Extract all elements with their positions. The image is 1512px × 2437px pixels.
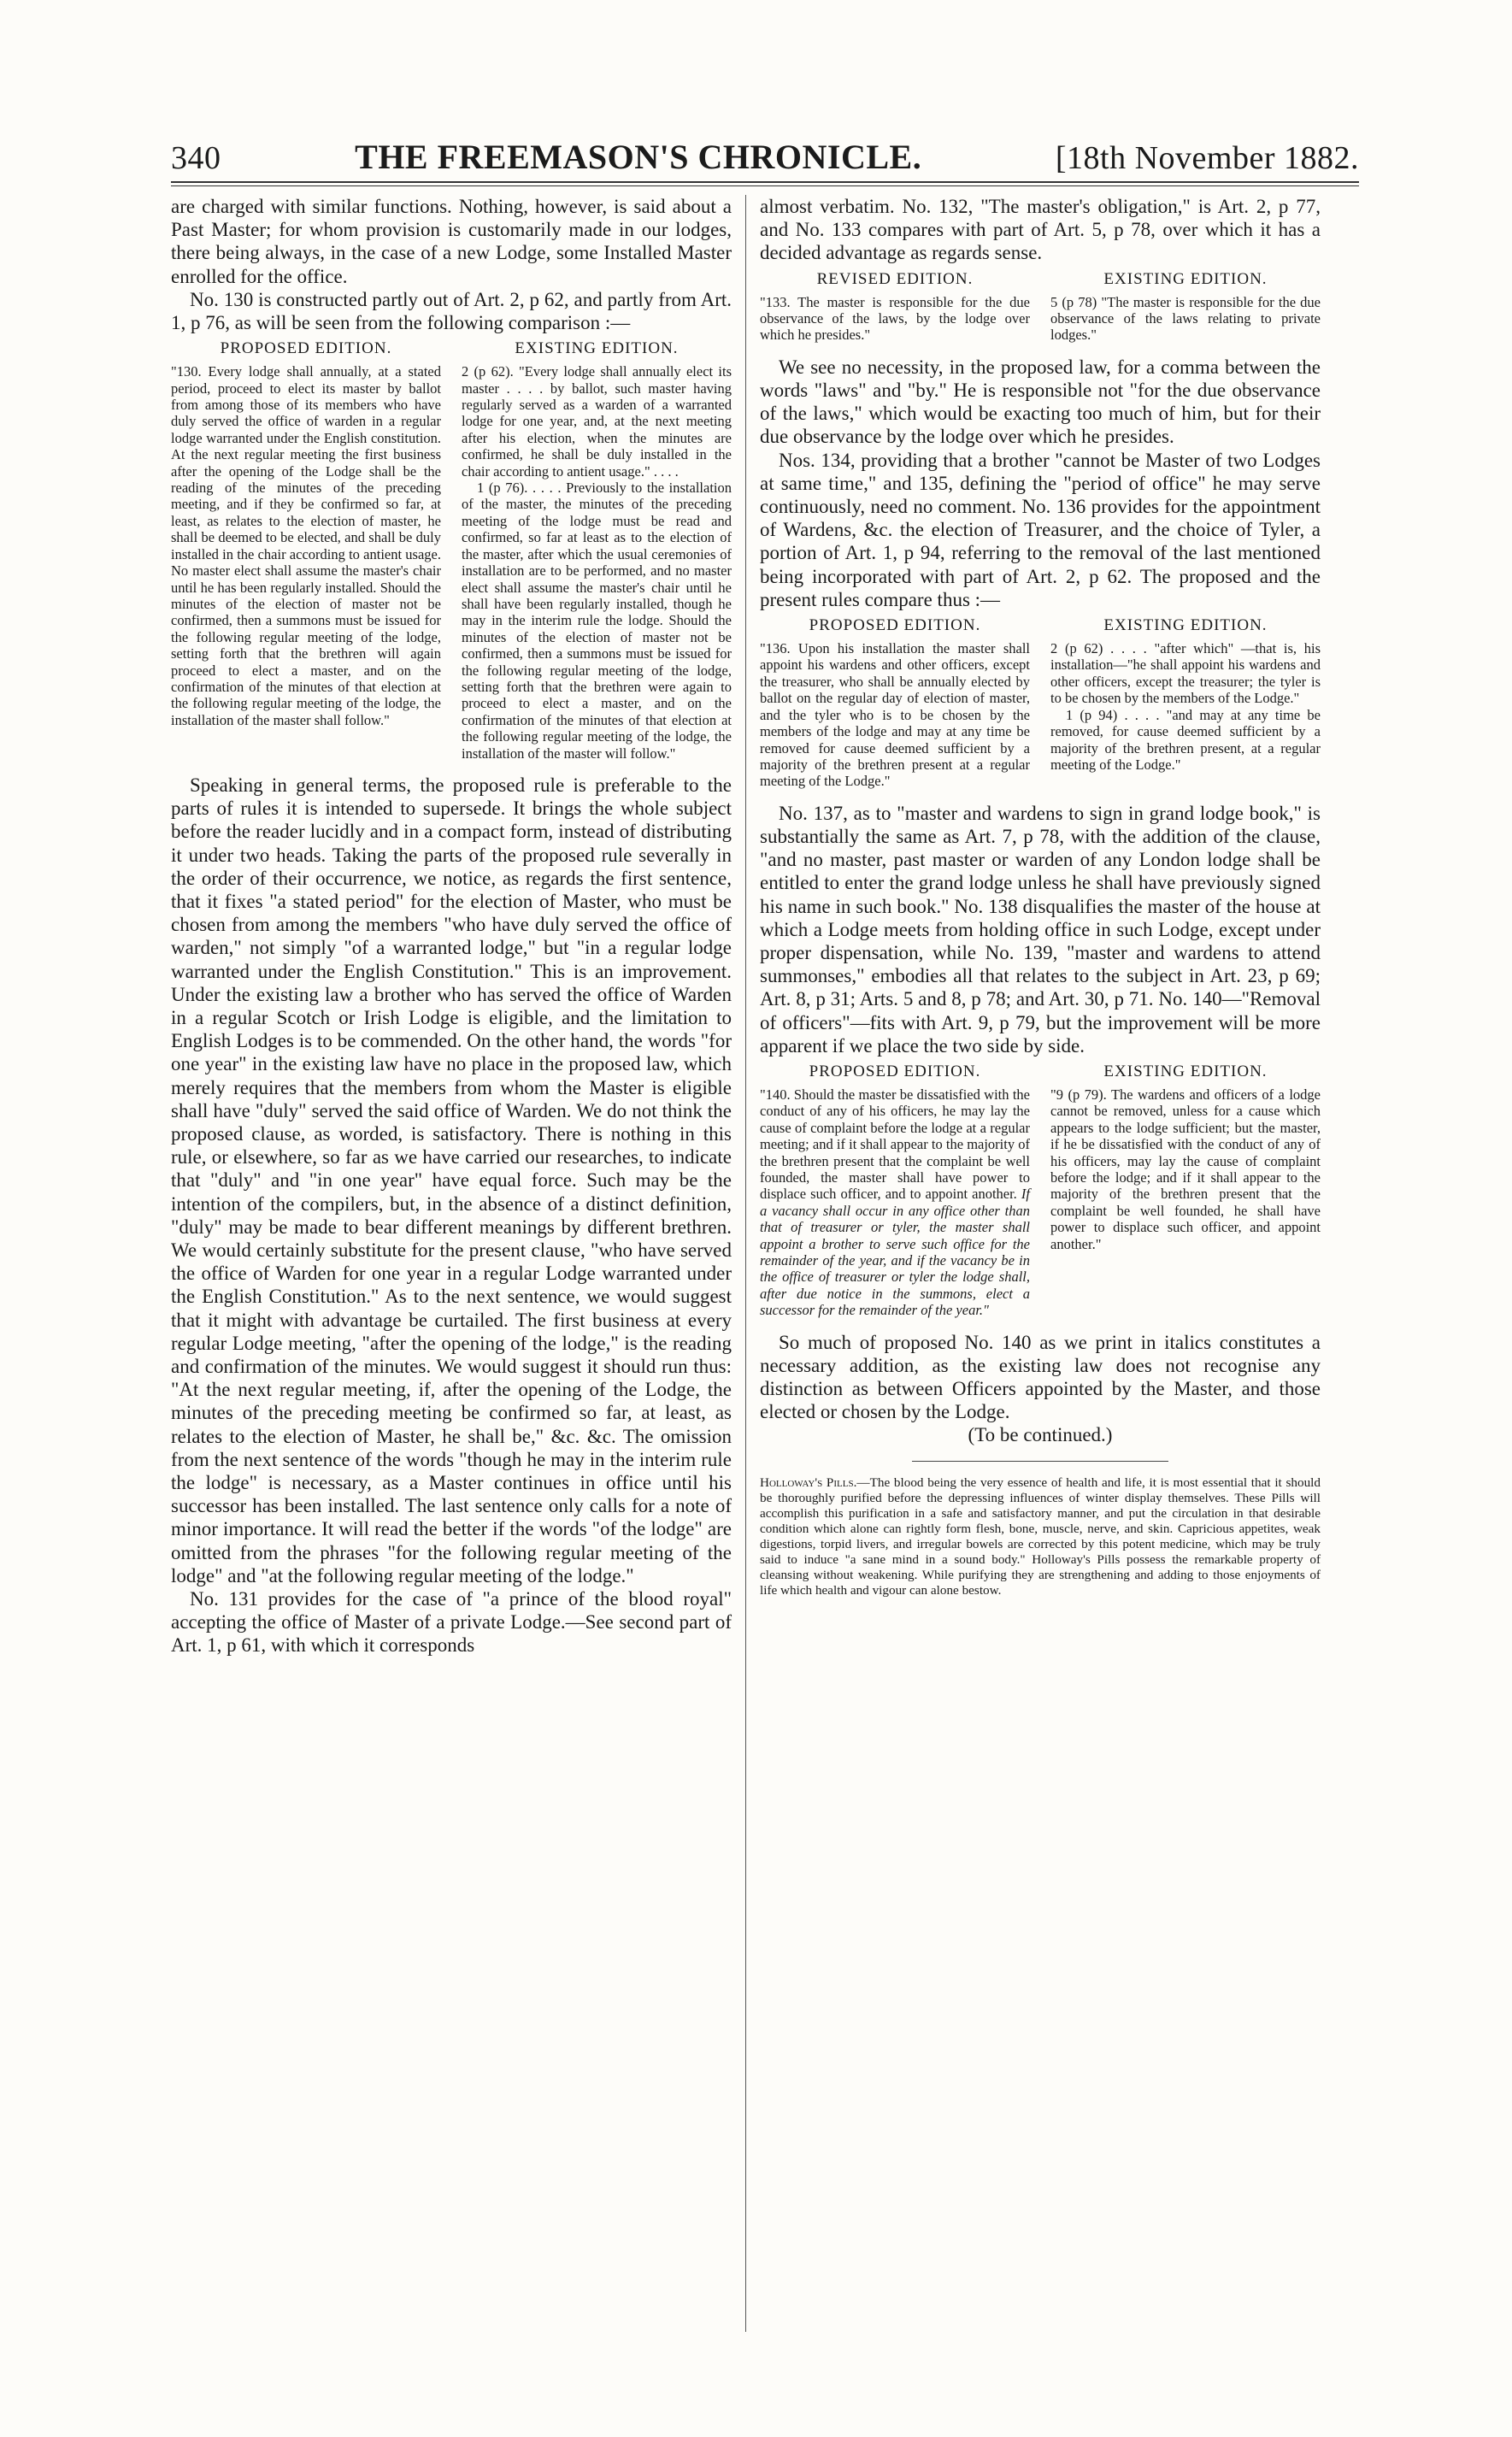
advertisement-body: —The blood being the very essence of health and life, it is most essential that it should be thoroughly purified before the depressing influences of winter display themselves. These Pills will accomplish this purification in a safe and satisfactory manner, and put the circulation in that desirable condition which alone can rightly form flesh, bone, muscle, nerve, and skin. Capricious appetites, weak digestions, torpid livers, and irregular bowels are corrected by this potent medicine, which may be truly said to induce "a sane mind in a sound body." Holloway's Pills possess the remarkable property of cleansing without weakening. While purifying they are strengthening and adding to those enjoyments of life which health and vigour can alone bestow. — [760, 1475, 1321, 1598]
rule-text: "133. The master is responsible for the due observance of the laws, by the lodge over which he presides." — [760, 293, 1030, 344]
rule-text: "130. Every lodge shall annually, at a stated period, proceed to elect its master by ballot from among those of its members who have duly served the office of warden in a regular lodge warranted under the English constitution. At the next regular meeting the first business after the opening of the Lodge shall be the reading of the minutes of the preceding meeting, and if they be confirmed so far, at least, as relates to the election of master, he shall be deemed to be elected, and shall be duly installed in the chair according to antient usage. No master elect shall assume the master's chair until he has been regularly installed. Should the minutes of the election of master not be confirmed, then a summons must be issued for the following regular meeting of the lodge, setting forth that the brethren will again proceed to elect a master, and on the confirmation of the minutes of that election at the following regular meeting of the lodge, the installation of the master shall follow." — [171, 363, 441, 728]
comparison-heading: EXISTING EDITION. — [1103, 1062, 1268, 1080]
paragraph: Speaking in general terms, the proposed rule is preferable to the parts of rules it is intended to supersede. It brings the whole subject before the reader lucidly and in a compact form, instead of distributing it under two heads. Taking the parts of the proposed rule severally in the order of their occurrence, we notice, as regards the first sentence, that it fixes "a stated period" for the election of Master, who must be chosen from among the members "who have duly served the office of warden," not simply "of a warranted lodge," but "in a regular lodge warranted under the English Constitution." This is an improvement. Under the existing law a brother who has served the office of Warden in a regular Scotch or Irish Lodge is eligible, and the limitation to English Lodges is to be commended. On the other hand, the words "for one year" in the existing law have no place in the proposed law, which merely requires that the members from whom the Master is eligible shall have "duly" served the said office of Warden. We do not think the proposed clause, as worded, is satisfactory. There is nothing in this rule, or elsewhere, so far as we have carried our researches, to indicate that "duly" and "in one year" have equal force. Such may be the intention of the compilers, but, in the absence of a distinct definition, "duly" may be made to bear different meanings by different brethren. We would certainly substitute for the present clause, "who have served the office of Warden for one year in a regular Lodge warranted under the English Constitution." As to the next sentence, we would suggest that it might with advantage be curtailed. The first business at every regular Lodge meeting, "after the opening of the lodge," is the reading and confirmation of the minutes. We would suggest it should run thus: "At the next regular meeting, if, after the opening of the Lodge, the minutes of the preceding meeting be confirmed so far, at least, as relates to the election of Master, he shall be," &c. &c. The omission from the next sentence of the words "though he may in the interim rule the lodge" is necessary, as a Master continues in office until his successor has been installed. The last sentence only calls for a note of minor importance. It will read the better if the words "of the lodge" are omitted from the phrases "for the following regular meeting of the lodge" and "at the following regular meeting of the lodge." — [171, 774, 732, 1586]
rule-text: 1 (p 76). . . . . Previously to the installation of the master, the minutes of the preceding meeting of the lodge must be read and confirmed, so far at least as to the election of the master, after which the usual ceremonies of installation are to be performed, and no master elect shall assume the master's chair until he shall have been regularly installed, though he may in the interim rule the lodge. Should the minutes of the election of master not be confirmed, then a summons must be issued for the following regular meeting of the lodge, setting forth that the brethren were again to proceed to elect a master, and on the confirmation of the minutes of that election at the following regular meeting of the lodge, the installation of the master will follow." — [462, 480, 732, 762]
paragraph: No. 137, as to "master and wardens to sign in grand lodge book," is substantially the same as Art. 7, p 78, with the addition of the clause, "and no master, past master or warden of any London lodge shall be entitled to enter the grand lodge unless he shall have previously signed his name in such book." No. 138 disqualifies the master of the house at which a Lodge meets from holding office in such Lodge, except under proper dispensation, while No. 139, "master and wardens to attend summonses," embodies all that relates to the subject in Art. 23, p 69; Art. 8, p 31; Arts. 5 and 8, p 78; and Art. 30, p 71. No. 140—"Removal of officers"—fits with Art. 9, p 79, but the improvement will be more apparent if we place the two side by side. — [760, 802, 1321, 1057]
column-divider — [745, 195, 746, 2332]
comparison-140 — [760, 1063, 1321, 1319]
comparison-heading: REVISED EDITION. — [816, 269, 974, 288]
publication-title: THE FREEMASON'S CHRONICLE. — [355, 138, 922, 176]
paragraph: almost verbatim. No. 132, "The master's obligation," is Art. 2, p 77, and No. 133 compares with part of Art. 5, p 78, over which it has a decided advantage as regards sense. — [760, 196, 1321, 264]
comparison-existing — [462, 339, 732, 762]
paragraph: We see no necessity, in the proposed law, for a comma between the words "laws" and "by." He is responsible not "for the due observance of the laws," which would be exacting too much of him, but for their due observance by the lodge over which he presides. — [760, 356, 1321, 448]
advertisement-lead: Holloway's Pills. — [760, 1475, 857, 1490]
rule-text: "9 (p 79). The wardens and officers of a lodge cannot be removed, unless for a cause which appears to the lodge sufficient; but the master, if he be dissatisfied with the conduct of any of his officers, may lay the cause of complaint before the lodge; and if it shall appear to the majority of the brethren present that the complaint be well founded, he shall have power to displace such officer, and appoint another." — [1050, 1086, 1321, 1252]
rule-text — [760, 1086, 1030, 1319]
comparison-heading: PROPOSED EDITION. — [220, 339, 392, 358]
header-rule — [171, 181, 1359, 183]
left-column — [171, 195, 732, 1657]
page-header — [171, 137, 1359, 178]
issue-date: [18th November 1882. — [1055, 140, 1359, 176]
comparison-revised — [760, 270, 1030, 344]
comparison-existing — [1050, 1063, 1321, 1319]
paragraph: So much of proposed No. 140 as we print in italics constitutes a necessary addition, as the existing law does not recognise any distinction as between Officers appointed by the Master, and those elected or chosen by the Lodge. — [760, 1331, 1321, 1423]
comparison-heading: EXISTING EDITION. — [1103, 616, 1268, 635]
rule-text-plain: "140. Should the master be dissatisfied with the conduct of any of his officers, he may lay the cause of complaint before the lodge at a regular meeting; and if it shall appear to the majority of the brethren present that the complaint be well founded, the master shall have power to displace such officer, and to appoint another. — [760, 1086, 1030, 1203]
comparison-heading: EXISTING EDITION. — [1103, 269, 1268, 288]
comparison-proposed — [760, 616, 1030, 790]
header-rule-thin — [171, 185, 1359, 186]
comparison-130 — [171, 339, 732, 762]
comparison-heading: PROPOSED EDITION. — [809, 1062, 981, 1080]
right-column — [760, 195, 1321, 1598]
rule-text-italic: If a vacancy shall occur in any office other than that of treasurer or tyler, the master shall appoint a brother to serve such office for the remainder of the year, and if the vacancy be in the office of treasurer or tyler the lodge shall, after due notice in the summons, elect a successor for the remainder of the year." — [760, 1186, 1030, 1319]
to-be-continued: (To be continued.) — [968, 1424, 1113, 1446]
comparison-existing — [1050, 270, 1321, 344]
paragraph: No. 131 provides for the case of "a prince of the blood royal" accepting the office of Master of a private Lodge.—See second part of Art. 1, p 61, with which it corresponds — [171, 1588, 732, 1657]
paragraph: No. 130 is constructed partly out of Art. 2, p 62, and partly from Art. 1, p 76, as will be seen from the following comparison :— — [171, 288, 732, 334]
comparison-proposed — [171, 339, 441, 762]
comparison-133 — [760, 270, 1321, 344]
rule-text: "136. Upon his installation the master shall appoint his wardens and other officers, except the treasurer, who shall be annually elected by ballot on the regular day of election of master, and the tyler who is to be chosen by the members of the lodge and may at any time be removed for cause deemed sufficient by a majority of the brethren present at a regular meeting of the Lodge." — [760, 640, 1030, 790]
comparison-heading: EXISTING EDITION. — [515, 339, 679, 358]
rule-text: 2 (p 62) . . . . "after which" —that is, his installation—"he shall appoint his wardens and other officers, except the treasurer; the tyler is to be chosen by the members of the Lodge." — [1050, 640, 1321, 707]
comparison-existing — [1050, 616, 1321, 790]
comparison-136 — [760, 616, 1321, 790]
rule-text: 1 (p 94) . . . . "and may at any time be removed, for cause deemed sufficient by a majority of the brethren present, at a regular meeting of the Lodge." — [1050, 706, 1321, 773]
paragraph: are charged with similar functions. Nothing, however, is said about a Past Master; for whom provision is customarily made in our lodges, there being always, in the case of a new Lodge, some Installed Master enrolled for the office. — [171, 196, 732, 287]
comparison-heading: PROPOSED EDITION. — [809, 616, 981, 635]
rule-text: 2 (p 62). "Every lodge shall annually elect its master . . . . by ballot, such master having regularly served as a warden of a warranted lodge for one year, and, at the next meeting after his election, when the minutes are confirmed, he shall be duly installed in the chair according to antient usage." . . . . — [462, 363, 732, 480]
rule-text: 5 (p 78) "The master is responsible for the due observance of the laws relating to private lodges." — [1050, 293, 1321, 344]
section-rule — [912, 1461, 1168, 1462]
page-number: 340 — [171, 140, 221, 176]
comparison-proposed — [760, 1063, 1030, 1319]
paragraph: Nos. 134, providing that a brother "cannot be Master of two Lodges at same time," and 135, defining the "period of office" he may serve continuously, need no comment. No. 136 provides for the appointment of Wardens, &c. the election of Treasurer, and the choice of Tyler, a portion of Art. 1, p 94, referring to the removal of the last mentioned being incorporated with part of Art. 2, p 62. The proposed and the present rules compare thus :— — [760, 449, 1321, 610]
advertisement — [760, 1475, 1321, 1598]
